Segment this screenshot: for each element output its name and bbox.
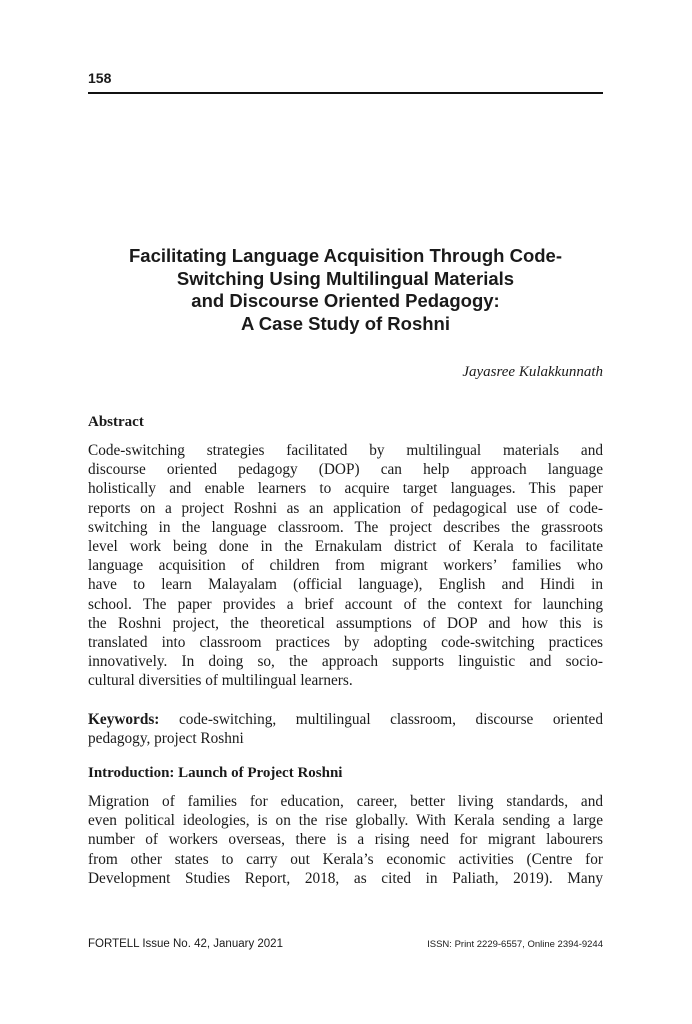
keywords	[88, 710, 603, 748]
keywords-text: code-switching, multilingual classroom, discourse oriented	[159, 711, 603, 728]
title-line: Facilitating Language Acquisition Through Code-	[128, 245, 563, 266]
abstract-line: the Roshni project, the theoretical assumptions of DOP and how this is	[88, 614, 603, 632]
page-number: 158	[88, 70, 112, 86]
abstract-heading: Abstract	[88, 414, 144, 430]
keywords-line	[88, 710, 603, 729]
abstract-line: reports on a project Roshni as an application of pedagogical use of code-	[88, 499, 603, 517]
title-line: and Discourse Oriented Pedagogy:	[191, 290, 500, 311]
abstract-line: level work being done in the Ernakulam district of Kerala to facilitate	[88, 538, 603, 556]
title-line: Switching Using Multilingual Materials	[176, 267, 515, 289]
abstract-line: cultural diversities of multilingual learners.	[88, 672, 353, 690]
title-line: A Case Study of Roshni	[240, 312, 450, 334]
abstract-body	[88, 441, 603, 691]
header-rule	[88, 92, 603, 94]
abstract-line: discourse oriented pedagogy (DOP) can help approach language	[88, 461, 603, 479]
abstract-line: school. The paper provides a brief account of the context for launching	[88, 595, 603, 613]
abstract-line: switching in the language classroom. The project describes the grassroots	[88, 518, 603, 536]
keywords-line: pedagogy, project Roshni	[88, 730, 244, 748]
abstract-line: innovatively. In doing so, the approach supports linguistic and socio-	[88, 653, 603, 671]
journal-footer: FORTELL Issue No. 42, January 2021	[88, 938, 283, 950]
abstract-line: Code-switching strategies facilitated by multilingual materials and	[88, 442, 603, 459]
abstract-line: holistically and enable learners to acquire target languages. This paper	[88, 480, 603, 498]
abstract-line: have to learn Malayalam (official language), English and Hindi in	[88, 576, 603, 594]
keywords-label: Keywords:	[88, 711, 160, 728]
introduction-heading: Introduction: Launch of Project Roshni	[88, 765, 343, 781]
introduction-line: Development Studies Report, 2018, as cited in Paliath, 2019). Many	[88, 869, 603, 887]
author-name: Jayasree Kulakkunnath	[462, 364, 603, 380]
abstract-line: language acquisition of children from migrant workers’ families who	[88, 557, 603, 575]
introduction-body	[88, 792, 603, 888]
introduction-line: from other states to carry out Kerala’s economic activities (Centre for	[88, 850, 603, 868]
introduction-line: even political ideologies, is on the rise globally. With Kerala sending a large	[88, 812, 603, 830]
abstract-line: translated into classroom practices by adopting code-switching practices	[88, 634, 603, 652]
article-title	[88, 245, 603, 335]
introduction-line: number of workers overseas, there is a rising need for migrant labourers	[88, 831, 603, 849]
issn-footer: ISSN: Print 2229-6557, Online 2394-9244	[427, 939, 603, 950]
introduction-line: Migration of families for education, career, better living standards, and	[88, 793, 603, 810]
